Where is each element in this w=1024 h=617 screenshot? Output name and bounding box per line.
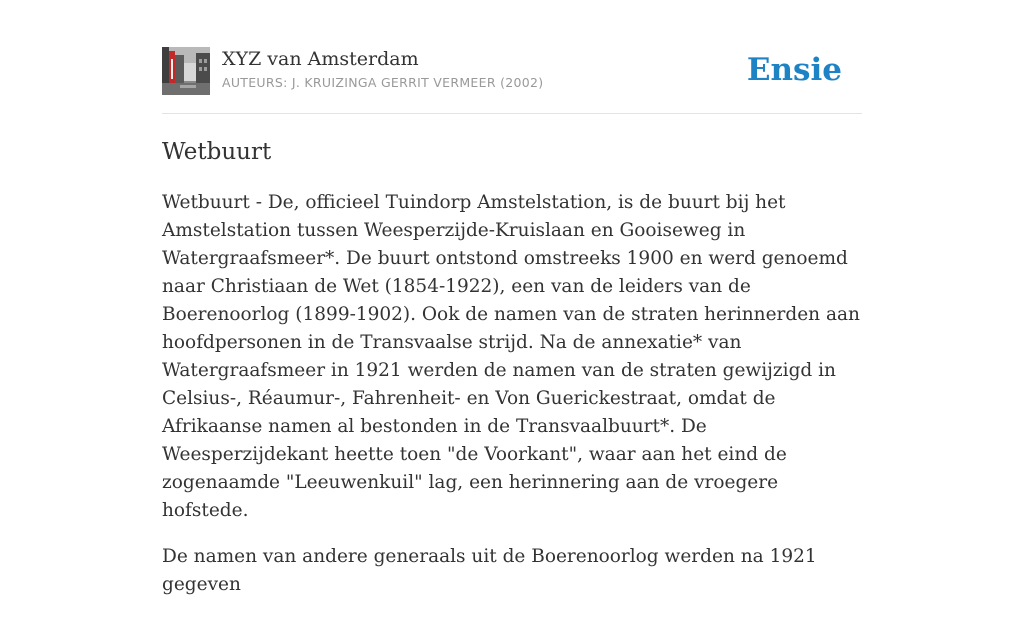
entry-paragraph: De namen van andere generaals uit de Boerenoorlog werden na 1921 gegeven (162, 546, 817, 595)
street-photo-avatar-icon (162, 47, 210, 95)
book-authors: AUTEURS: J. KRUIZINGA GERRIT VERMEER (2002) (222, 75, 544, 90)
entry-title: Wetbuurt (162, 139, 272, 165)
entry-body (162, 189, 862, 617)
page (162, 0, 862, 595)
ensie-logo[interactable]: Ensie (746, 52, 842, 88)
header-divider (162, 113, 862, 114)
entry-paragraph: Wetbuurt - De, officieel Tuindorp Amstelstation, is de buurt bij het Amstelstation tussen Weesperzijde-Kruislaan en Gooiseweg in Watergraafsmeer*. De buurt ontstond omstreeks 1900 en werd genoemd naar Christiaan de Wet (1854-1922), een van de leiders van de Boerenoorlog (1899-1902). Ook de namen van de straten herinnerden aan hoofdpersonen in de Transvaalse strijd. Na de annexatie* van Watergraafsmeer in 1921 werden de namen van de straten gewijzigd in Celsius-, Réaumur-, Fahrenheit- en Von Guerickestraat, omdat de Afrikaanse namen al bestonden in de Transvaalbuurt*. De Weesperzijdekant heette toen "de Voorkant", waar aan het eind de zogenaamde "Leeuwenkuil" lag, een herinnering aan de vroegere hofstede. (162, 192, 860, 521)
book-header (162, 46, 862, 96)
book-avatar-icon[interactable] (162, 47, 210, 95)
book-title[interactable]: XYZ van Amsterdam (222, 48, 419, 70)
